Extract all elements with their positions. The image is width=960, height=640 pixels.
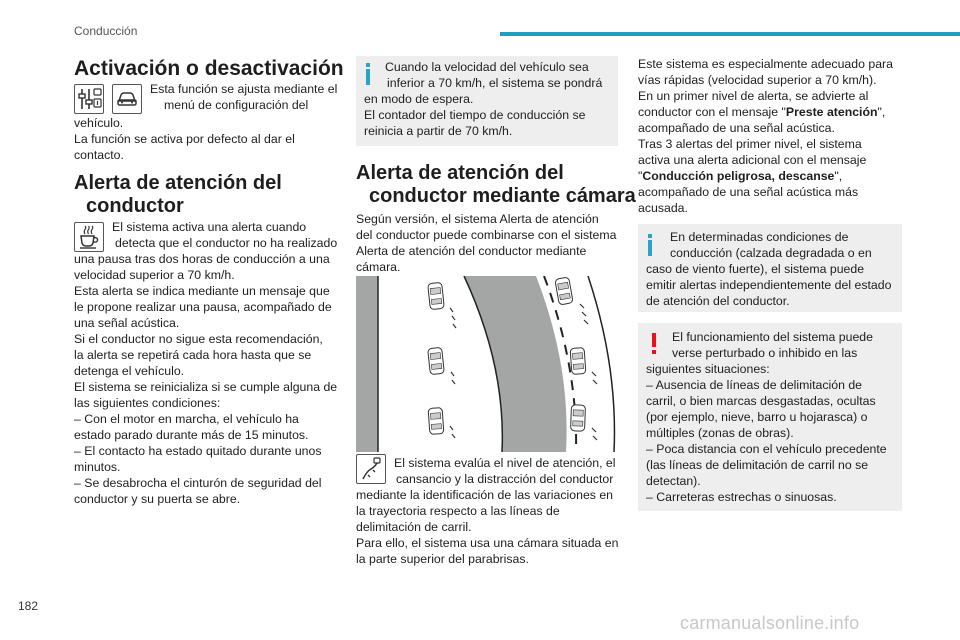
watermark: carmanualsonline.info [680, 613, 860, 633]
alert-text-a: El sistema activa una alerta cuando detecta que el conductor no ha realizado [112, 220, 338, 250]
settings-menu-icon [74, 84, 104, 114]
lane-drift-illustration [356, 276, 618, 452]
warning-note: El funcionamiento del sistema puede verse perturbado o inhibido en las siguientes situaciones: – Ausencia de líneas de delimitación de carril, o bien marcas desgastadas, ocultas (por ejemplo, nieve, barro u hojarasca) o múltiples (zonas de obras). – Poca distancia con el vehículo precedente (las líneas de delimitación de carril no se detectan). – Carreteras estrechas o sinuosas. [638, 323, 902, 511]
speed-info-note: Cuando la velocidad del vehículo sea inferior a 70 km/h, el sistema se pondrá en modo de espera. El contador del tiempo de conducción se reinicia a partir de 70 km/h. [356, 56, 618, 146]
info-icon-stem [648, 240, 652, 256]
car-drawing [570, 348, 586, 375]
page-number: 182 [18, 599, 39, 613]
coffee-cup-icon [74, 222, 104, 252]
car-drawing [428, 408, 444, 435]
warning-icon [652, 333, 656, 347]
activation-text-b: vehículo. La función se activa por defecto al dar el contacto. [74, 116, 295, 162]
car-drawing [571, 405, 586, 431]
info-icon [366, 63, 370, 67]
car-drawing [428, 347, 445, 374]
warning-icon-dot [652, 350, 656, 354]
camera-system-text: Este sistema es especialmente adecuado para vías rápidas (velocidad superior a 70 km/h). En un primer nivel de alerta, se advierte al conductor con el mensaje "Preste atención", acompañado de una señal acústica. Tras 3 alertas del primer nivel, el sistema activa una alerta adicional con el mensaje "Conducción peligrosa, descanse", acompañado de una señal acústica más acusada. [638, 57, 893, 215]
activation-text-a: Esta función se ajusta mediante el menú de configuración del [150, 82, 338, 112]
driver-alert-title: Alerta de atención del conductor [74, 172, 282, 217]
camera-intro-text: Según versión, el sistema Alerta de atención del conductor puede combinarse con el sistema Alerta de atención del conductor mediante cámara. [356, 212, 617, 274]
header-accent-bar [500, 32, 960, 36]
eval-text-a: El sistema evalúa el nivel de atención, el cansancio y la distracción del conductor [394, 456, 616, 486]
activation-title: Activación o desactivación [74, 57, 344, 80]
conditions-info-note: En determinadas condiciones de conducción (calzada degradada o en caso de viento fuerte), el sistema puede emitir alertas independientemente del estado de atención del conductor. [638, 224, 902, 312]
info-icon-stem [366, 69, 370, 85]
car-icon [112, 84, 142, 114]
car-drawing [428, 282, 445, 309]
running-header: Conducción [74, 24, 138, 38]
camera-alert-title: Alerta de atención del conductor mediante cámara [356, 162, 636, 207]
info-icon [648, 234, 652, 238]
alert-text-b: una pausa tras dos horas de conducción a una velocidad superior a 70 km/h. Esta alerta se indica mediante un mensaje que le propone realizar una pausa, acompañado de una señal acústica. Si el conductor no sigue esta recomendación, la alerta se repetirá cada hora hasta que se detenga el vehículo. El sistema se reinicializa si se cumple alguna de las siguientes condiciones: – Con el motor en marcha, el vehículo ha estado parado durante más de 15 minutos. – El contacto ha estado quitado durante unos minutos. – Se desabrocha el cinturón de seguridad del conductor y su puerta se abre. [74, 252, 338, 506]
eval-text-b: mediante la identificación de las variaciones en la trayectoria respecto a las líneas de delimitación de carril. Para ello, el sistema usa una cámara situada en la parte superior del parabrisas. [356, 488, 619, 566]
message-conduccion-peligrosa: Conducción peligrosa, descanse [642, 169, 835, 183]
steering-trajectory-icon [356, 454, 386, 484]
message-preste-atencion: Preste atención [785, 105, 878, 119]
